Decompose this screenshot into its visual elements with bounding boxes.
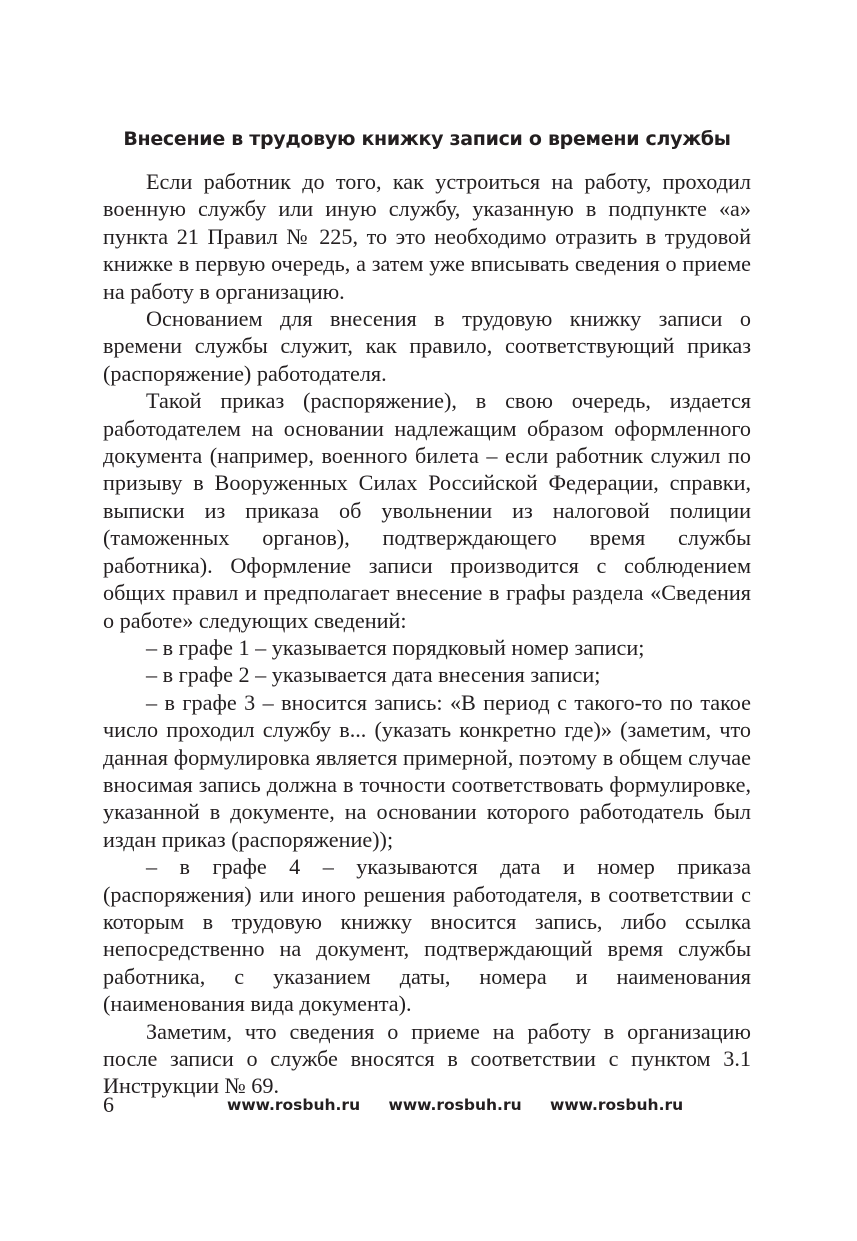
list-item: – в графе 3 – вносится запись: «В период с такого-то по такое число проходил службу в... (указать конкретно где)» (заметим, что данная формулировка является примерной, поэтому в общем случае вносимая запись должна в точности соответствовать формулировке, указанной в документе, на основании которого работодатель был издан приказ (распоряжение)); xyxy=(103,689,751,852)
page-number: 6 xyxy=(103,1092,114,1117)
page-footer xyxy=(103,1093,703,1117)
footer-link[interactable]: www.rosbuh.ru xyxy=(550,1096,684,1114)
paragraph: Основанием для внесения в трудовую книжку записи о времени службы служит, как правило, соответствующий приказ (распоряжение) работодателя. xyxy=(103,306,751,386)
footer-link[interactable]: www.rosbuh.ru xyxy=(388,1096,522,1114)
list-item: – в графе 4 – указываются дата и номер приказа (распоряжения) или иного решения работодателя, в соответствии с которым в трудовую книжку вносится запись, либо ссылка непосредственно на документ, подтверждающий время службы работника, с указанием даты, номера и наименования (наименования вида документа). xyxy=(103,854,751,1017)
list-item: – в графе 1 – указывается порядковый номер записи; xyxy=(146,634,645,660)
list-item: – в графе 2 – указывается дата внесения записи; xyxy=(146,662,601,688)
page-content xyxy=(103,122,751,1100)
section-heading: Внесение в трудовую книжку записи о времени службы xyxy=(123,128,731,150)
paragraph: Заметим, что сведения о приеме на работу в организацию после записи о службе вносятся в соответствии с пунктом 3.1 Инструкции № 69. xyxy=(103,1018,751,1099)
paragraph: Если работник до того, как устроиться на работу, проходил военную службу или иную службу, указанную в подпункте «а» пункта 21 Правил № 225, то это необходимо отразить в трудовой книжке в первую очередь, а затем уже вписывать сведения о приеме на работу в организацию. xyxy=(103,169,751,304)
paragraph: Такой приказ (распоряжение), в свою очередь, издается работодателем на основании надлежащим образом оформленного документа (например, военного билета – если работник служил по призыву в Вооруженных Силах Российской Федерации, справки, выписки из приказа об увольнении из налоговой полиции (таможенных органов), подтверждающего время службы работника). Оформление записи производится с соблюдением общих правил и предполагает внесение в графы раздела «Сведения о работе» следующих сведений: xyxy=(103,388,751,633)
footer-link[interactable]: www.rosbuh.ru xyxy=(227,1096,361,1114)
body-text xyxy=(103,168,751,1100)
footer-links xyxy=(227,1094,706,1116)
